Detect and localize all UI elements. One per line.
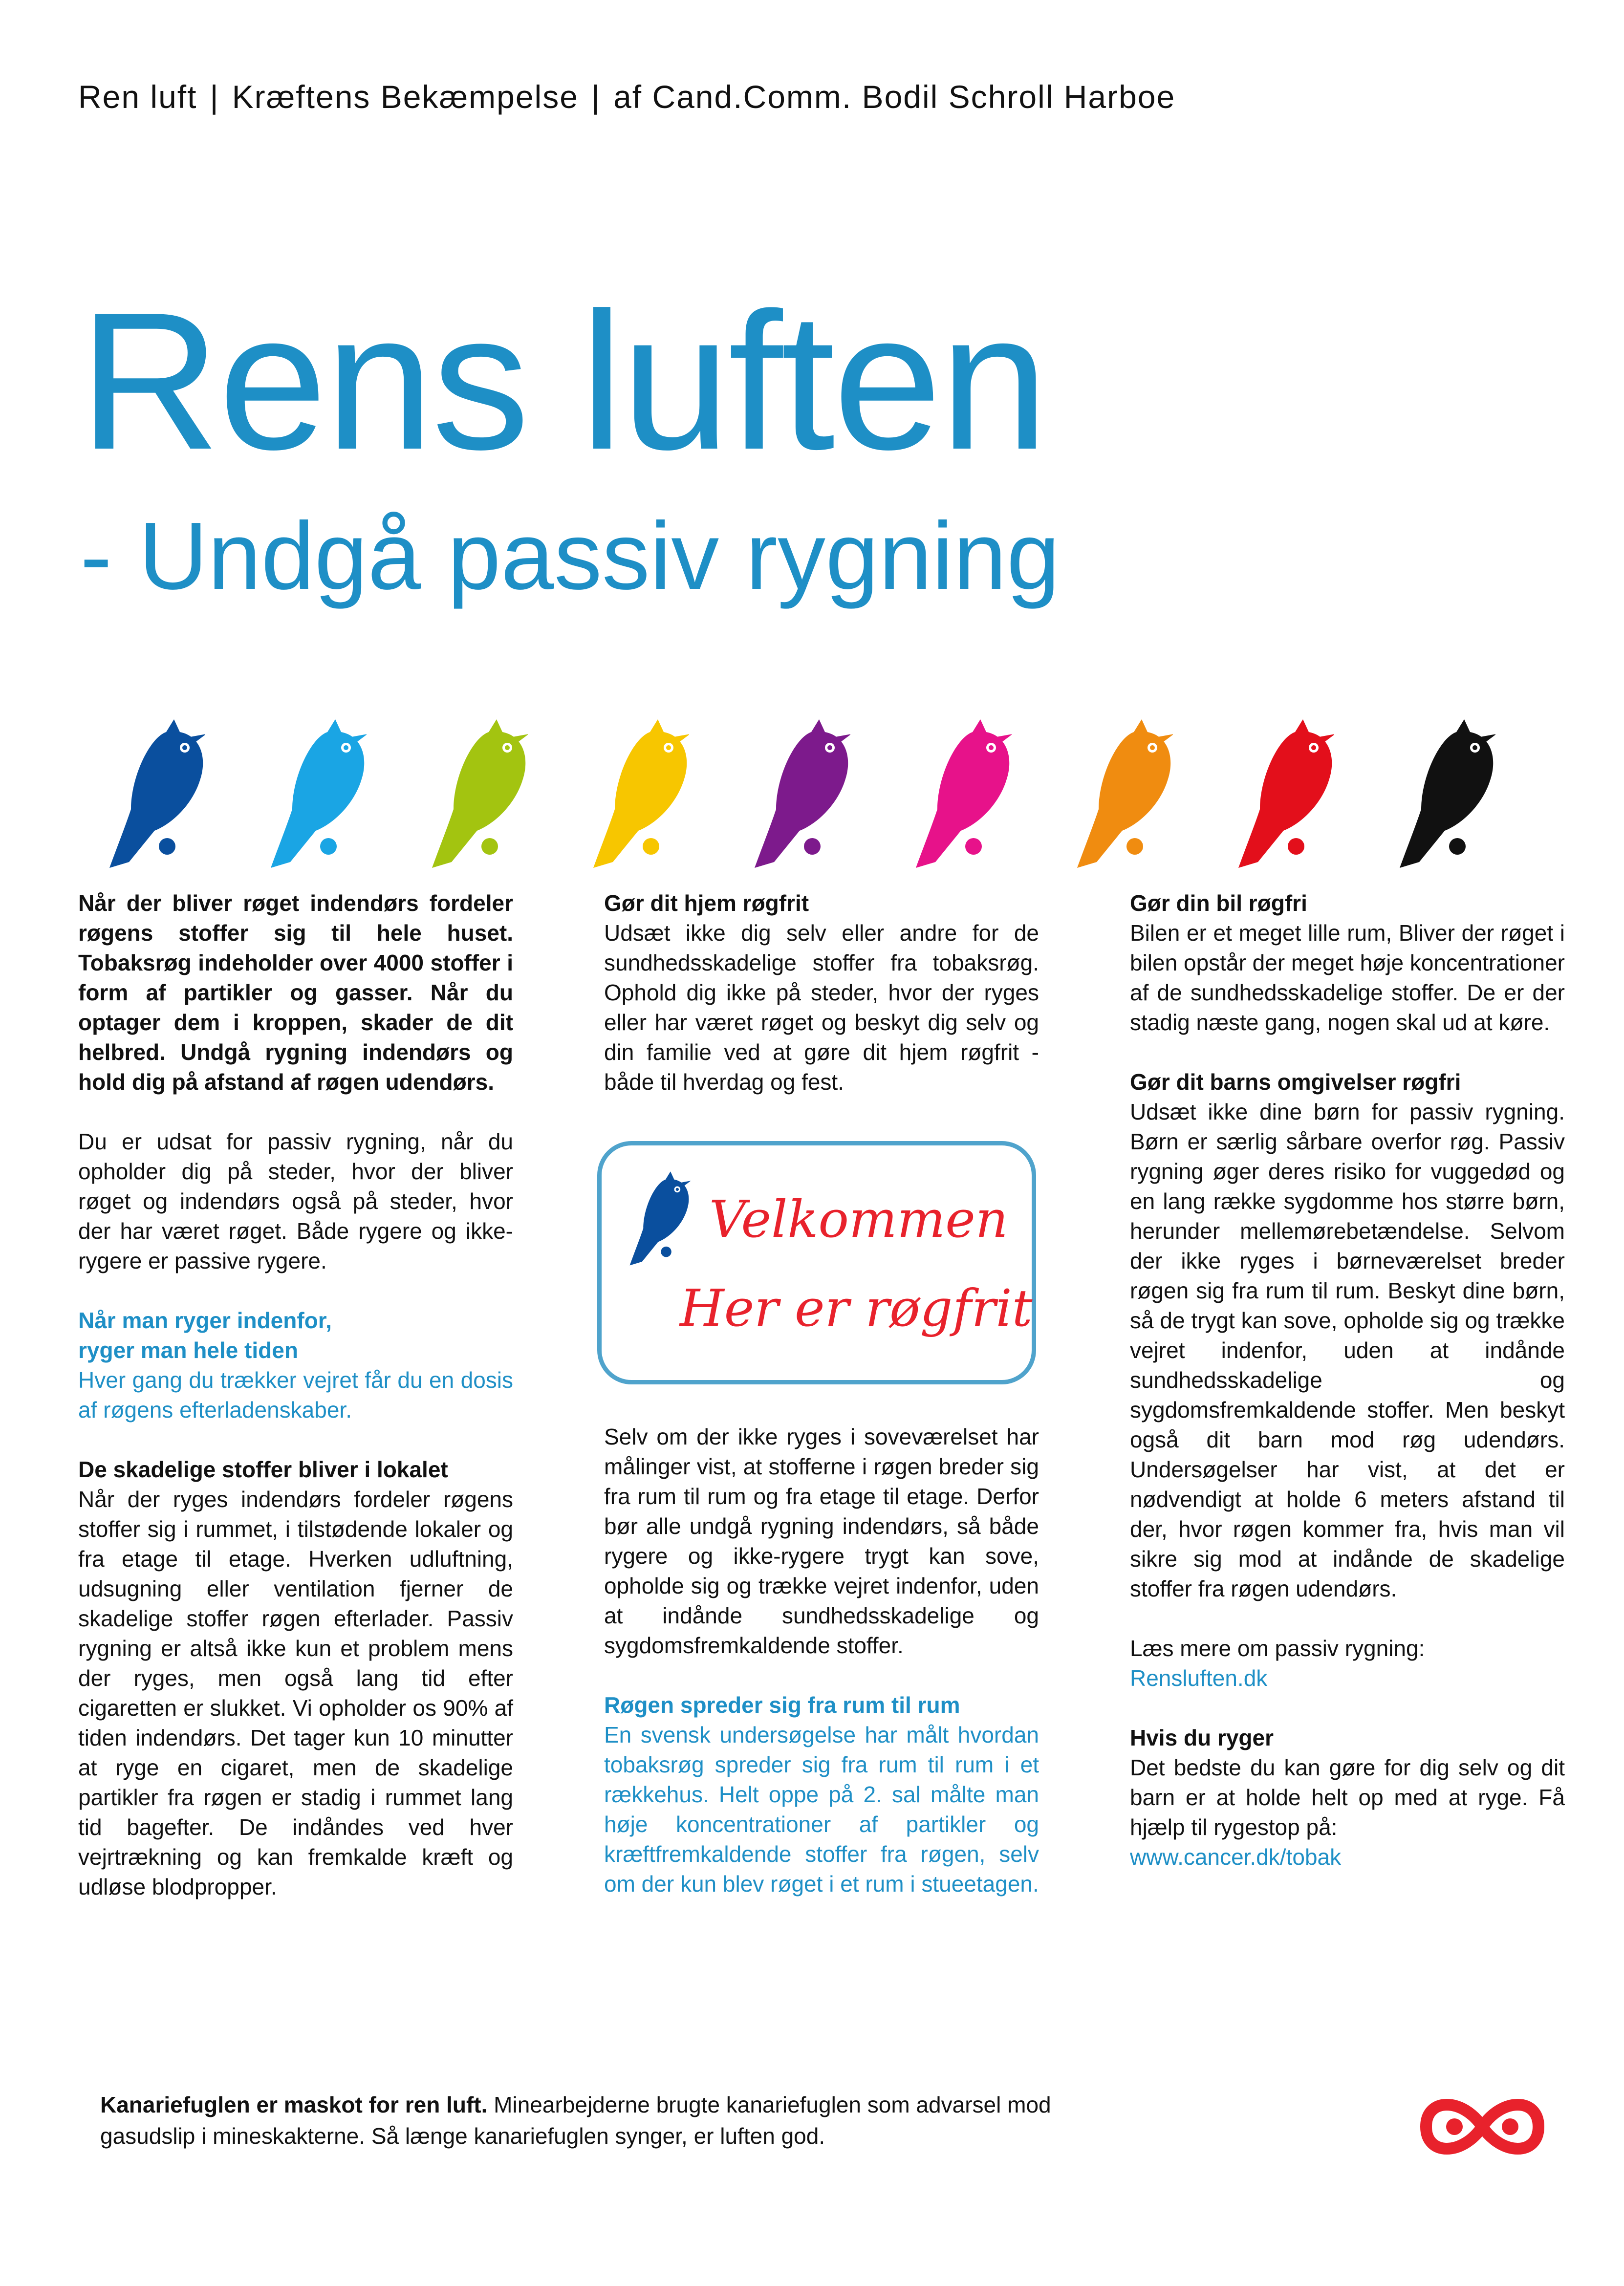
quote-heading-line2: ryger man hele tiden: [78, 1337, 298, 1363]
header-part2: Kræftens Bekæmpelse: [232, 79, 579, 115]
child-body: Udsæt ikke dine børn for passiv rygning. Børn er særlig sårbare overfor røg. Passiv rygning øger deres risiko for vuggedød og en lang række sygdomme hos større børn, herunder mellemørebetændelse. Selvom der ikke ryges i børneværelset breder røgen sig fra rum til rum. Beskyt dine børn, så de trygt kan sove, opholde sig og trække vejret indenfor, uden at indånde sundhedsskadelige og sygdomsfremkaldende stoffer. Men beskyt også dit barn mod røg udendørs. Undersøgelser har vist, at det er nødvendigt at holde 6 meters afstand til der, hvor røgen kommer fra, hvis man vil sikre sig mod at indånde de skadelige stoffer fra røgen udendørs.: [1130, 1099, 1565, 1601]
column-1: [78, 888, 513, 1932]
smoker-body: Det bedste du kan gøre for dig selv og dit barn er at holde helt op med at ryge. Få hjælp til rygestop på:: [1130, 1755, 1565, 1840]
car-heading: Gør din bil røgfri: [1130, 890, 1307, 916]
column-2-lower: [604, 1422, 1039, 1929]
passive-smoking-paragraph: Du er udsat for passiv rygning, når du opholder dig på steder, hvor der bliver røget og indendørs også på steder, hvor der har været røget. Både rygere og ikke-rygere er passive rygere.: [78, 1129, 513, 1273]
canary-bird-icon: [1232, 718, 1334, 870]
child-heading: Gør dit barns omgivelser røgfri: [1130, 1069, 1461, 1095]
footer-bold: Kanariefuglen er maskot for ren luft.: [100, 2092, 488, 2117]
smoke-free-welcome-sign: [597, 1141, 1036, 1384]
page-subtitle: - Undgå passiv rygning: [80, 502, 1060, 609]
sign-line-smoke-free: Her er røgfrit: [680, 1278, 1033, 1338]
section-body: Når der ryges indendørs fordeler røgens stoffer sig i rummet, i tilstødende lokaler og fra etage til etage. Hverken udluftning, udsugning eller ventilation fjerner de skadelige stoffer røgen efterlader. Passiv rygning er altså ikke kun et problem mens der ryges, men også lang tid efter cigaretten er slukket. Vi opholder os 90% af tiden indendørs. Det tager kun 10 minutter at ryge en cigaret, men de skadelige partikler fra røgen er stadig i rummet lang tid bagefter. De indåndes ved hver vejrtrækning og kan fremkalde kræft og udløse blodpropper.: [78, 1487, 513, 1899]
home-heading: Gør dit hjem røgfrit: [604, 890, 809, 916]
column-2: [604, 888, 1039, 1127]
header-part1: Ren luft: [78, 79, 197, 115]
canary-bird-icon: [1070, 718, 1173, 870]
read-more-text: Læs mere om passiv rygning:: [1130, 1636, 1425, 1661]
canary-bird-row: [103, 718, 1510, 880]
canary-bird-icon: [425, 718, 528, 870]
smoker-heading: Hvis du ryger: [1130, 1725, 1274, 1750]
column-3: [1130, 888, 1565, 1902]
page-title: Rens luften: [79, 272, 1047, 490]
canary-bird-icon: [748, 718, 850, 870]
quote-body: En svensk undersøgelse har målt hvordan tobaksrøg spreder sig fra rum til rum i et rækkehus. Helt oppe på 2. sal målte man høje koncentrationer af partikler og kræftfremkaldende stoffer fra røgen, selv om der kun blev røget i et rum i stueetagen.: [604, 1722, 1039, 1897]
header-part3: af Cand.Comm. Bodil Schroll Harboe: [613, 79, 1176, 115]
header-separator: |: [591, 79, 601, 115]
canary-bird-icon: [103, 718, 205, 870]
quote-heading-line1: Når man ryger indenfor,: [78, 1308, 332, 1333]
section-heading: De skadelige stoffer bliver i lokalet: [78, 1457, 448, 1482]
canary-bird-icon: [586, 718, 689, 870]
cancer-tobak-link[interactable]: www.cancer.dk/tobak: [1130, 1844, 1342, 1870]
sign-line-welcome: Velkommen: [709, 1189, 1008, 1249]
car-body: Bilen er et meget lille rum, Bliver der røget i bilen opstår der meget høje koncentrationer af de sundhedsskadelige stoffer. De er der stadig næste gang, nogen skal ud at køre.: [1130, 920, 1565, 1035]
canary-bird-icon: [1393, 718, 1495, 870]
bedroom-paragraph: Selv om der ikke ryges i soveværelset har målinger vist, at stofferne i røgen breder sig fra rum til rum og fra etage til etage. Derfor bør alle undgå rygning indendørs, så både rygere og ikke-rygere trygt kan sove, opholde sig og trække vejret indenfor, uden at indånde sundhedsskadelige og sygdomsfremkaldende stoffer.: [604, 1424, 1039, 1658]
quote-body: Hver gang du trækker vejret får du en dosis af røgens efterladenskaber.: [78, 1367, 513, 1423]
canary-bird-icon: [264, 718, 367, 870]
quote-heading: Røgen spreder sig fra rum til rum: [604, 1692, 960, 1718]
intro-paragraph: Når der bliver røget indendørs fordeler røgens stoffer sig til hele huset. Tobaksrøg indeholder over 4000 stoffer i form af partikler og gasser. Når du optager dem i kroppen, skader de dit helbred. Undgå rygning indendørs og hold dig på afstand af røgen udendørs.: [78, 890, 513, 1095]
footer-text: Minearbejderne brugte kanariefuglen som advarsel mod gasudslip i mineskakterne. Så længe kanariefuglen synger, er luften god.: [100, 2092, 1051, 2149]
footer-note: [100, 2089, 1073, 2152]
cancer-society-logo-icon: [1411, 2083, 1553, 2171]
home-body: Udsæt ikke dig selv eller andre for de sundhedsskadelige stoffer fra tobaksrøg. Ophold dig ikke på steder, hvor der ryges eller har været røget og beskyt dig selv og din familie ved at gøre dit hjem røgfrit - både til hverdag og fest.: [604, 920, 1039, 1095]
page-header: [78, 78, 1544, 115]
header-separator: |: [210, 79, 219, 115]
rensluften-link[interactable]: Rensluften.dk: [1130, 1665, 1268, 1691]
sign-bird-icon: [625, 1171, 691, 1267]
canary-bird-icon: [909, 718, 1012, 870]
